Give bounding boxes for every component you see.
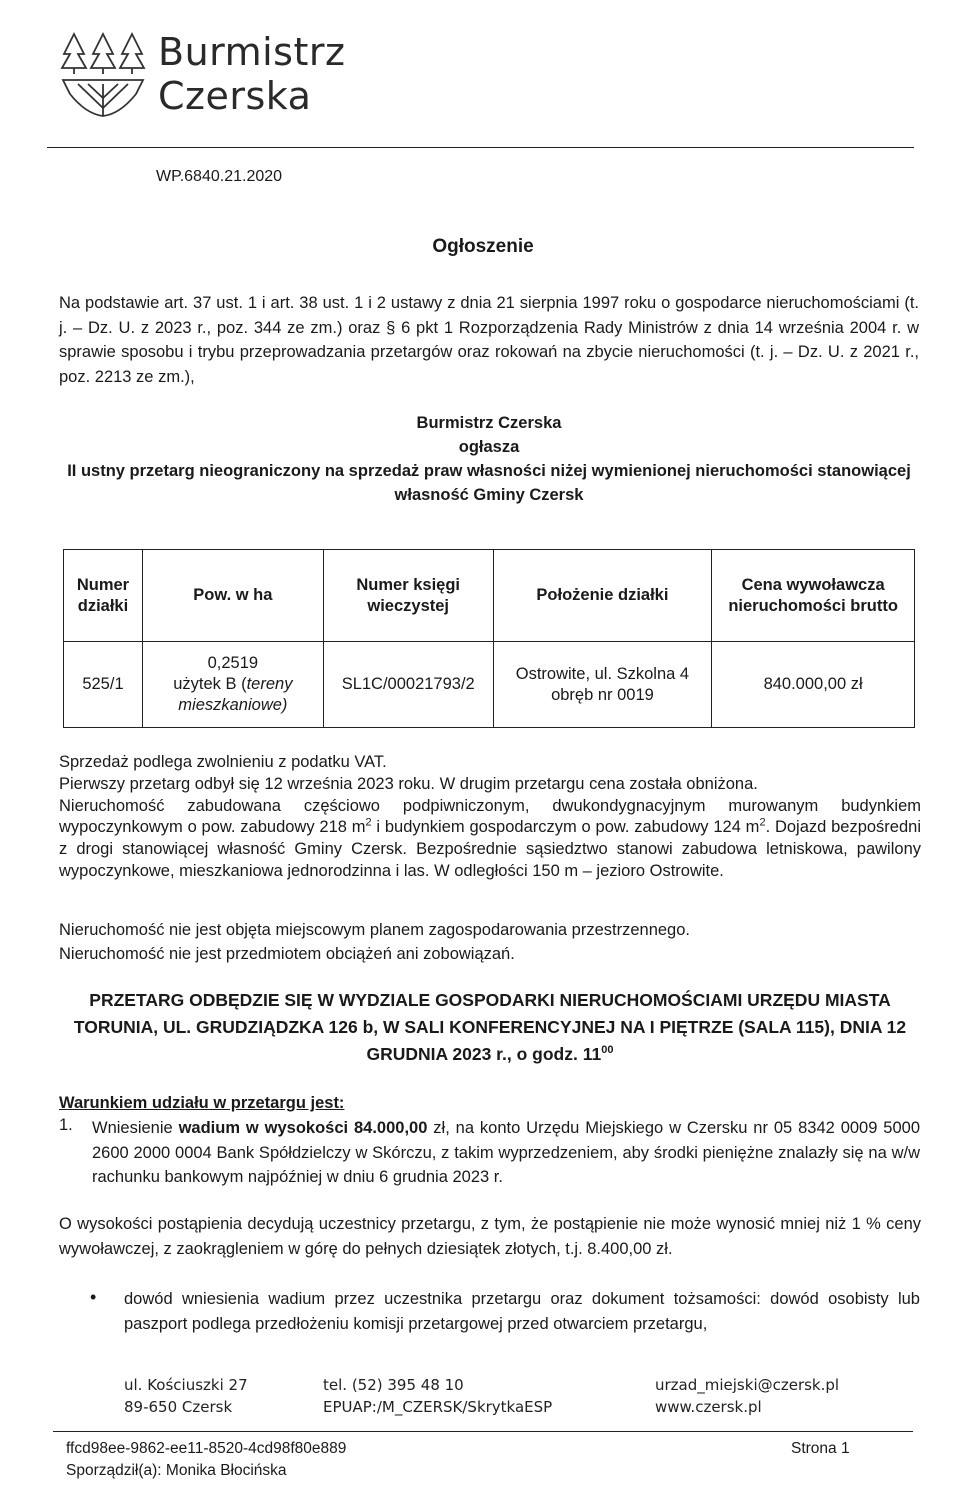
website-link[interactable]: www.czersk.pl — [655, 1398, 762, 1416]
prepared-by: Sporządził(a): Monika Błocińska — [66, 1462, 287, 1479]
cell-starting-price: 840.000,00 zł — [712, 642, 915, 728]
address-city: 89-650 Czersk — [124, 1398, 233, 1416]
epuap-address: EPUAP:/M_CZERSK/SkrytkaESP — [323, 1398, 553, 1416]
first-auction-note: Pierwszy przetarg odbył się 12 września 2023 roku. W drugim przetargu cena została obniżona. — [59, 774, 758, 793]
superscript-2: 2 — [365, 816, 372, 829]
table-header-row — [64, 550, 915, 642]
brand-name — [158, 30, 345, 118]
description-part-b: i budynkiem gospodarczym o pow. zabudowy 124 m — [371, 818, 760, 837]
address-street: ul. Kościuszki 27 — [124, 1376, 248, 1394]
cell-location — [493, 642, 712, 728]
cell-area — [142, 642, 323, 728]
auction-venue — [59, 987, 921, 1068]
bullet-marker: • — [90, 1287, 97, 1307]
land-use-prefix: użytek B ( — [173, 675, 247, 693]
deposit-amount: wadium w wysokości 84.000,00 — [178, 1119, 428, 1137]
location-precinct: obręb nr 0019 — [551, 685, 654, 704]
property-details — [59, 752, 921, 883]
condition-1-text — [92, 1116, 920, 1190]
page-number: Strona 1 — [791, 1440, 850, 1457]
office-online — [655, 1374, 839, 1418]
auction-subject: II ustny przetarg nieograniczony na sprzedaż praw własności niżej wymienionej nieruchomości stanowiącej własność Gminy Czersk — [67, 462, 911, 504]
document-id: ffcd98ee-9862-ee11-8520-4cd98f80e889 — [66, 1440, 347, 1457]
legal-basis-paragraph: Na podstawie art. 37 ust. 1 i art. 38 ust. 1 i 2 ustawy z dnia 21 sierpnia 1997 roku o gospodarce nieruchomościami (t. j. – Dz. U. z 2023 r., poz. 344 ze zm.) oraz § 6 pkt 1 Rozporządzenia Rady Ministrów z dnia 14 września 2004 r. w sprawie sposobu i trybu przeprowadzania przetargów oraz rokowań na zbycie nieruchomości (t. j. – Dz. U. z 2021 r., poz. 2213 ze zm.), — [59, 294, 919, 386]
col-plot-number: Numer działki — [64, 550, 143, 642]
cell-plot-number: 525/1 — [64, 642, 143, 728]
phone-number: tel. (52) 395 48 10 — [323, 1376, 464, 1394]
conditions-title: Warunkiem udziału w przetargu jest: — [59, 1094, 345, 1112]
announces-verb: ogłasza — [458, 438, 520, 456]
email-link[interactable]: urzad_miejski@czersk.pl — [655, 1376, 840, 1394]
col-starting-price: Cena wywoławcza nieruchomości brutto — [712, 550, 915, 642]
property-table — [63, 549, 915, 728]
venue-text: PRZETARG ODBĘDZIE SIĘ W WYDZIALE GOSPODARKI NIERUCHOMOŚCIAMI URZĘDU MIASTA TORUNIA, UL. GRUDZIĄDZKA 126 b, W SALI KONFERENCYJNEJ NA I PIĘTRZE (SALA 115), DNIA 12 GRUDNIA 2023 r., o godz. 11 — [73, 990, 907, 1064]
brand-line-2: Czerska — [158, 74, 312, 118]
cell-land-register: SL1C/00021793/2 — [323, 642, 493, 728]
bullet-requirement: dowód wniesienia wadium przez uczestnika przetargu oraz dokument tożsamości: dowód osobisty lub paszport podlega przedłożeniu komisji przetargowej przed otwarciem przetargu, — [124, 1290, 920, 1333]
czersk-coat-of-arms-icon — [60, 30, 146, 118]
brand-line-1: Burmistrz — [158, 30, 346, 74]
condition-1-part-b: zł, na konto Urzędu Miejskiego w Czersku nr 05 8342 0009 5000 2600 2000 0004 Bank Spółdzielczy w Skórczu, z takim wyprzedzeniem, aby środki pieniężne znalazły się na w/w rachunku bankowym najpóźniej w dniu 6 grudnia 2023 r. — [92, 1119, 920, 1186]
announcer: Burmistrz Czerska — [416, 414, 562, 432]
footer-divider — [53, 1431, 913, 1432]
document-title: Ogłoszenie — [432, 236, 534, 257]
condition-1-number: 1. — [59, 1116, 73, 1134]
location-street: Ostrowite, ul. Szkolna 4 — [515, 664, 690, 683]
zoning-plan-note: Nieruchomość nie jest objęta miejscowym planem zagospodarowania przestrzennego. — [59, 921, 690, 939]
header-divider — [47, 147, 914, 148]
table-row — [64, 642, 915, 728]
announcement-block — [59, 411, 919, 507]
office-address — [124, 1374, 248, 1418]
status-notes — [59, 918, 921, 966]
encumbrance-note: Nieruchomość nie jest przedmiotem obciążeń ani zobowiązań. — [59, 945, 515, 963]
col-location: Położenie działki — [493, 550, 712, 642]
condition-1-part-a: Wniesienie — [92, 1119, 179, 1137]
description-part-c: . Dojazd bezpośredni z drogi stanowiącej własność Gminy Czersk. Bezpośrednie sąsiedztwo stanowi zabudowa letniskowa, pawilony wypoczynkowe, mieszkaniowa jednorodzinna i las. W odległości 150 m – jezioro Ostrowite. — [59, 818, 921, 880]
description-part-a: Nieruchomość zabudowana częściowo podpiwniczonym, dwukondygnacyjnym murowanym budynkiem wypoczynkowym o pow. zabudowy 218 m — [59, 796, 921, 837]
vat-note: Sprzedaż podlega zwolnieniu z podatku VAT. — [59, 753, 387, 771]
col-area: Pow. w ha — [142, 550, 323, 642]
land-use-italic: tereny mieszkaniowe) — [178, 675, 293, 714]
bid-increment-paragraph: O wysokości postąpienia decydują uczestnicy przetargu, z tym, że postąpienie nie może wynosić mniej niż 1 % ceny wywoławczej, z zaokrągleniem w górę do pełnych dziesiątek złotych, t.j. 8.400,00 zł. — [59, 1215, 921, 1258]
area-value: 0,2519 — [207, 654, 259, 672]
office-contact — [323, 1374, 552, 1418]
land-use — [149, 674, 317, 716]
document-meta — [66, 1438, 346, 1482]
col-land-register: Numer księgi wieczystej — [323, 550, 493, 642]
superscript-2: 2 — [759, 816, 766, 829]
property-description — [59, 796, 921, 883]
venue-hour-minutes: 00 — [601, 1044, 614, 1057]
case-reference: WP.6840.21.2020 — [156, 168, 283, 185]
